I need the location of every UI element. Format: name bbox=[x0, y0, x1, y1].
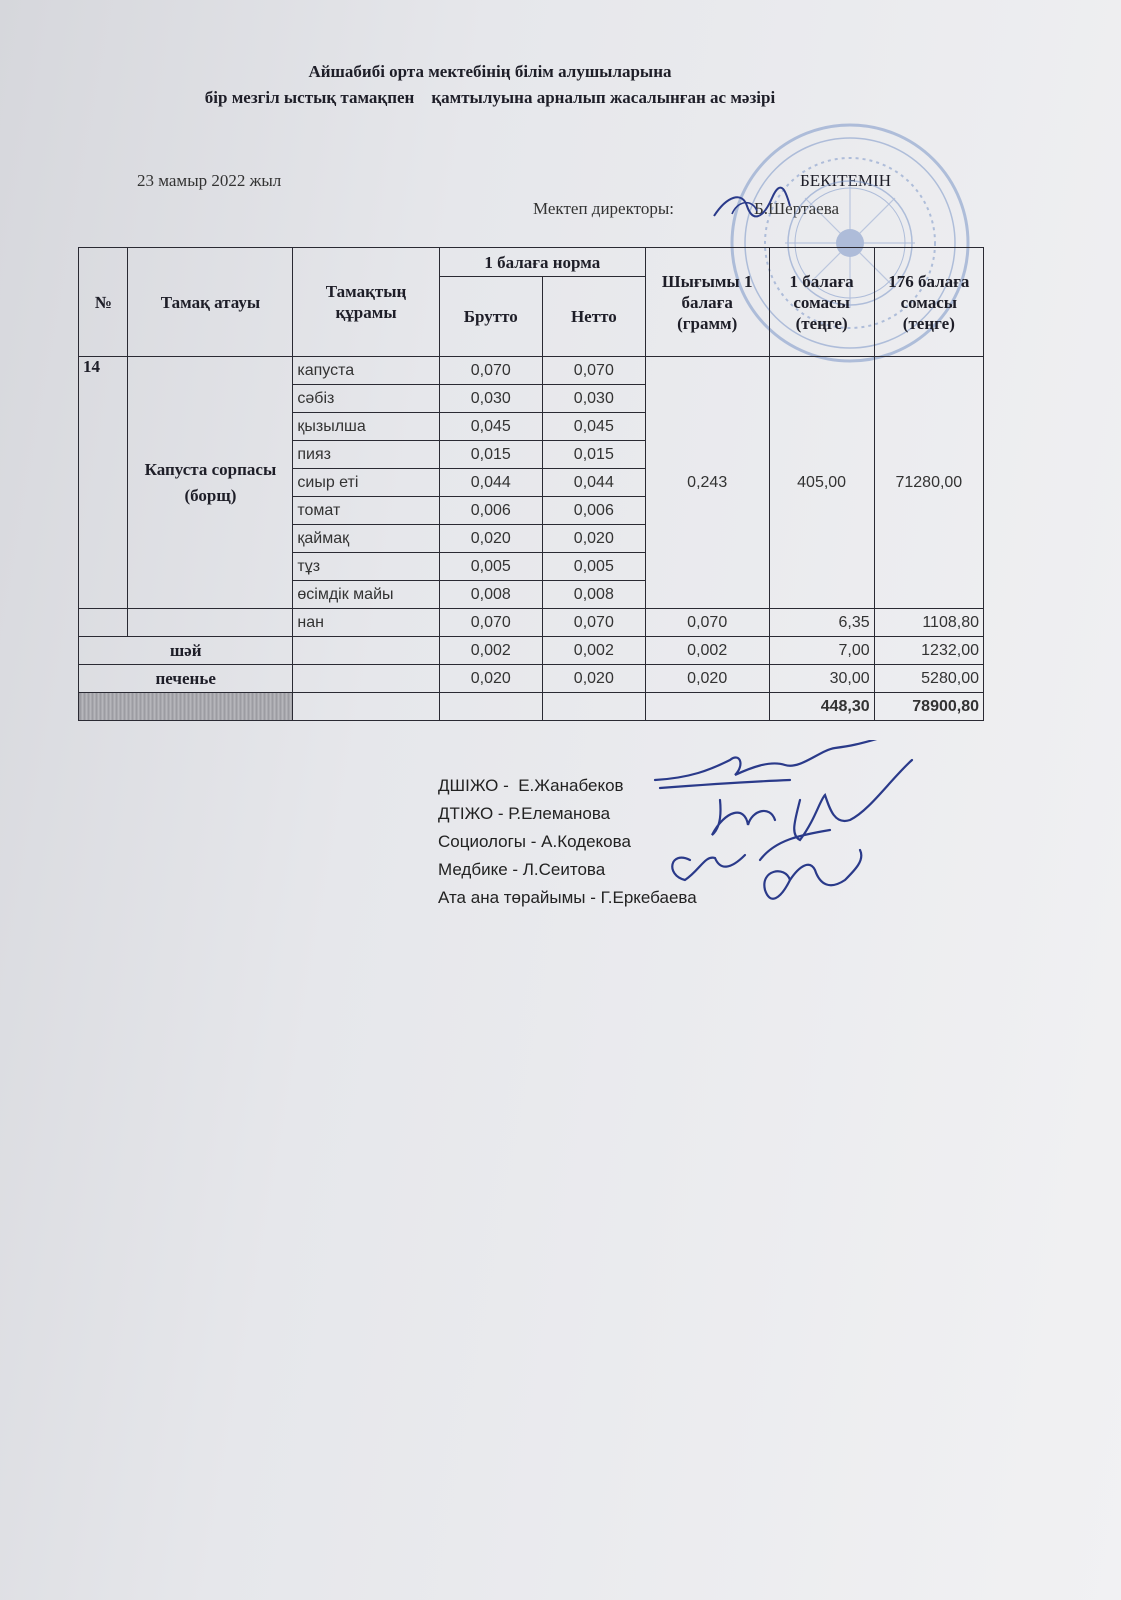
header-brutto: Брутто bbox=[439, 277, 542, 357]
cookie-sum-one: 30,00 bbox=[769, 665, 874, 693]
empty-cell bbox=[128, 609, 293, 637]
dish-sum-all: 71280,00 bbox=[874, 357, 983, 609]
ingredient-name: пияз bbox=[293, 441, 439, 469]
total-sum-one: 448,30 bbox=[769, 693, 874, 721]
ingredient-name: томат bbox=[293, 497, 439, 525]
approval-label: БЕКІТЕМІН bbox=[800, 171, 891, 190]
bread-sum-all: 1108,80 bbox=[874, 609, 983, 637]
table-row-bread bbox=[79, 609, 984, 637]
dish-yield: 0,243 bbox=[645, 357, 769, 609]
table-row-cookie bbox=[79, 665, 984, 693]
dish-name: Капуста сорпасы (борщ) bbox=[128, 357, 293, 609]
cookie-netto: 0,020 bbox=[542, 665, 645, 693]
header-yield: Шығымы 1 балаға (грамм) bbox=[645, 248, 769, 357]
director-label: Мектеп директоры: bbox=[533, 199, 674, 218]
ingredient-name: қызылша bbox=[293, 413, 439, 441]
bread-netto: 0,070 bbox=[542, 609, 645, 637]
empty-cell bbox=[79, 609, 128, 637]
signer-line: Ата ана төрайымы - Г.Еркебаева bbox=[438, 888, 697, 907]
director-name: Б.Шертаева bbox=[753, 199, 840, 218]
ingredient-brutto: 0,005 bbox=[439, 553, 542, 581]
table-header-row bbox=[79, 248, 984, 277]
ingredient-netto: 0,044 bbox=[542, 469, 645, 497]
table-row-total bbox=[79, 693, 984, 721]
table-row-tea bbox=[79, 637, 984, 665]
ingredient-netto: 0,030 bbox=[542, 385, 645, 413]
dish-number: 14 bbox=[79, 357, 128, 609]
ingredient-brutto: 0,045 bbox=[439, 413, 542, 441]
ingredient-name: капуста bbox=[293, 357, 439, 385]
total-shaded-cell bbox=[79, 693, 293, 721]
cookie-yield: 0,020 bbox=[645, 665, 769, 693]
header-dish: Тамақ атауы bbox=[128, 248, 293, 357]
table-row bbox=[79, 357, 984, 385]
ingredient-brutto: 0,015 bbox=[439, 441, 542, 469]
total-sum-all: 78900,80 bbox=[874, 693, 983, 721]
tea-netto: 0,002 bbox=[542, 637, 645, 665]
ingredient-netto: 0,070 bbox=[542, 357, 645, 385]
header-norm: 1 балаға норма bbox=[439, 248, 645, 277]
header-sum-all: 176 балаға сомасы (теңге) bbox=[874, 248, 983, 357]
document-date: 23 мамыр 2022 жыл bbox=[137, 171, 282, 190]
ingredient-name: сиыр еті bbox=[293, 469, 439, 497]
document-title-line-1: Айшабибі орта мектебінің білім алушыларына bbox=[308, 62, 672, 81]
signer-line: Социологы - А.Кодекова bbox=[438, 832, 631, 851]
empty-cell bbox=[293, 693, 439, 721]
tea-name: шәй bbox=[79, 637, 293, 665]
cookie-name: печенье bbox=[79, 665, 293, 693]
bread-composition: нан bbox=[293, 609, 439, 637]
cookie-brutto: 0,020 bbox=[439, 665, 542, 693]
ingredient-name: қаймақ bbox=[293, 525, 439, 553]
header-composition: Тамақтың құрамы bbox=[293, 248, 439, 357]
bread-brutto: 0,070 bbox=[439, 609, 542, 637]
ingredient-name: тұз bbox=[293, 553, 439, 581]
header-sum-one: 1 балаға сомасы (теңге) bbox=[769, 248, 874, 357]
ingredient-netto: 0,015 bbox=[542, 441, 645, 469]
ingredient-netto: 0,008 bbox=[542, 581, 645, 609]
ingredient-netto: 0,005 bbox=[542, 553, 645, 581]
empty-cell bbox=[293, 637, 439, 665]
signatures-icon bbox=[650, 740, 950, 930]
empty-cell bbox=[439, 693, 542, 721]
ingredient-brutto: 0,008 bbox=[439, 581, 542, 609]
empty-cell bbox=[293, 665, 439, 693]
ingredient-brutto: 0,070 bbox=[439, 357, 542, 385]
dish-sum-one: 405,00 bbox=[769, 357, 874, 609]
ingredient-name: сәбіз bbox=[293, 385, 439, 413]
director-signature-icon bbox=[712, 186, 792, 226]
ingredient-netto: 0,006 bbox=[542, 497, 645, 525]
cookie-sum-all: 5280,00 bbox=[874, 665, 983, 693]
tea-sum-one: 7,00 bbox=[769, 637, 874, 665]
empty-cell bbox=[542, 693, 645, 721]
ingredient-netto: 0,020 bbox=[542, 525, 645, 553]
ingredient-brutto: 0,044 bbox=[439, 469, 542, 497]
bread-yield: 0,070 bbox=[645, 609, 769, 637]
header-no: № bbox=[79, 248, 128, 357]
signer-line: ДШІЖО - Е.Жанабеков bbox=[438, 776, 624, 795]
tea-sum-all: 1232,00 bbox=[874, 637, 983, 665]
bread-sum-one: 6,35 bbox=[769, 609, 874, 637]
empty-cell bbox=[645, 693, 769, 721]
tea-yield: 0,002 bbox=[645, 637, 769, 665]
ingredient-netto: 0,045 bbox=[542, 413, 645, 441]
header-netto: Нетто bbox=[542, 277, 645, 357]
signer-line: ДТІЖО - Р.Елеманова bbox=[438, 804, 611, 823]
signer-line: Медбике - Л.Сеитова bbox=[438, 860, 606, 879]
ingredient-brutto: 0,020 bbox=[439, 525, 542, 553]
ingredient-name: өсімдік майы bbox=[293, 581, 439, 609]
menu-table bbox=[78, 247, 984, 721]
document-title-line-2: бір мезгіл ыстық тамақпен қамтылуына арналып жасалынған ас мәзірі bbox=[204, 88, 776, 107]
ingredient-brutto: 0,006 bbox=[439, 497, 542, 525]
ingredient-brutto: 0,030 bbox=[439, 385, 542, 413]
tea-brutto: 0,002 bbox=[439, 637, 542, 665]
